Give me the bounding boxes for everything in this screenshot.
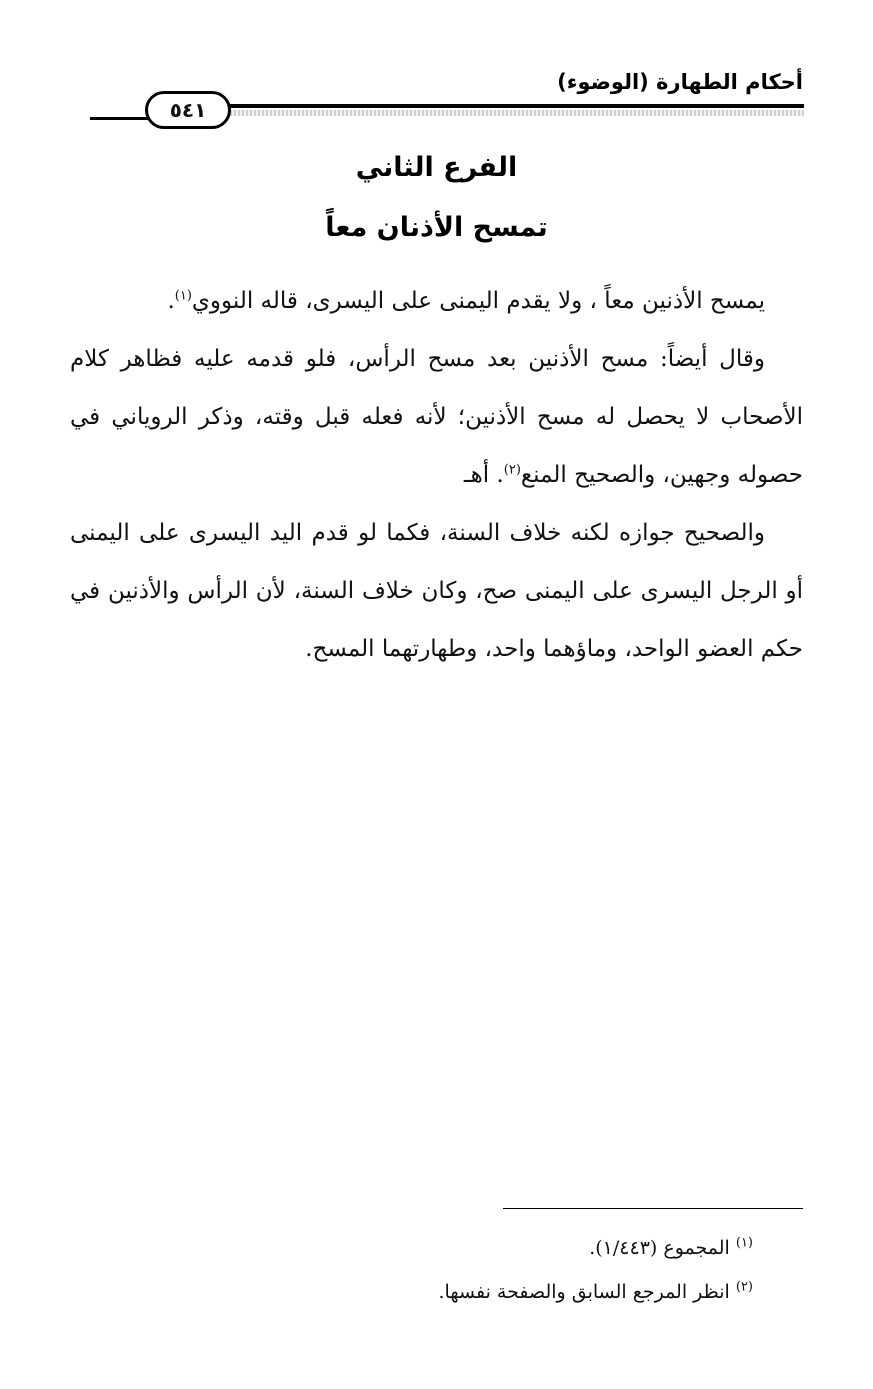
footnote-marker-2: (٢) bbox=[735, 1279, 753, 1295]
header-rule-shadow bbox=[222, 110, 804, 116]
section-heading: الفرع الثاني bbox=[355, 152, 518, 183]
footnote-ref-1[interactable]: (١) bbox=[174, 288, 192, 304]
paragraph-3: والصحيح جوازه لكنه خلاف السنة، فكما لو قدم اليد اليسرى على اليمنى أو الرجل اليسرى على اليمنى صح، وكان خلاف السنة، لأن الرأس والأذنين في حكم العضو الواحد، وماؤهما واحد، وطهارتهما المسح. bbox=[70, 520, 803, 662]
header-rule bbox=[222, 104, 804, 108]
footnote-2 bbox=[153, 1270, 753, 1314]
body-text bbox=[70, 272, 803, 678]
section-title: تمسح الأذنان معاً bbox=[325, 212, 548, 243]
page-number bbox=[145, 91, 231, 129]
footnote-rule bbox=[503, 1208, 803, 1209]
running-title: أحكام الطهارة (الوضوء) bbox=[557, 70, 803, 94]
header-rule-left bbox=[90, 117, 154, 120]
footnotes bbox=[153, 1226, 753, 1314]
footnote-marker-1: (١) bbox=[735, 1235, 753, 1251]
paragraph-2-text: وقال أيضاً: مسح الأذنين بعد مسح الرأس، فلو قدمه عليه فظاهر كلام الأصحاب لا يحصل له مسح الأذنين؛ لأنه فعله قبل وقته، وذكر الروياني في حصوله وجهين، والصحيح المنع bbox=[70, 346, 803, 488]
footnote-ref-2[interactable]: (٢) bbox=[503, 462, 521, 478]
footnote-1 bbox=[153, 1226, 753, 1270]
footnote-text-1: المجموع (١/٤٤٣). bbox=[589, 1237, 730, 1259]
page-number-text: ٥٤١ bbox=[169, 98, 207, 122]
paragraph-2 bbox=[70, 330, 803, 504]
paragraph-2-end: . أهـ bbox=[463, 462, 504, 488]
footnote-text-2: انظر المرجع السابق والصفحة نفسها. bbox=[438, 1281, 730, 1303]
paragraph-1-end: . bbox=[167, 288, 175, 314]
paragraph-1-text: يمسح الأذنين معاً ، ولا يقدم اليمنى على اليسرى، قاله النووي bbox=[191, 288, 765, 314]
paragraph-1 bbox=[70, 272, 803, 330]
